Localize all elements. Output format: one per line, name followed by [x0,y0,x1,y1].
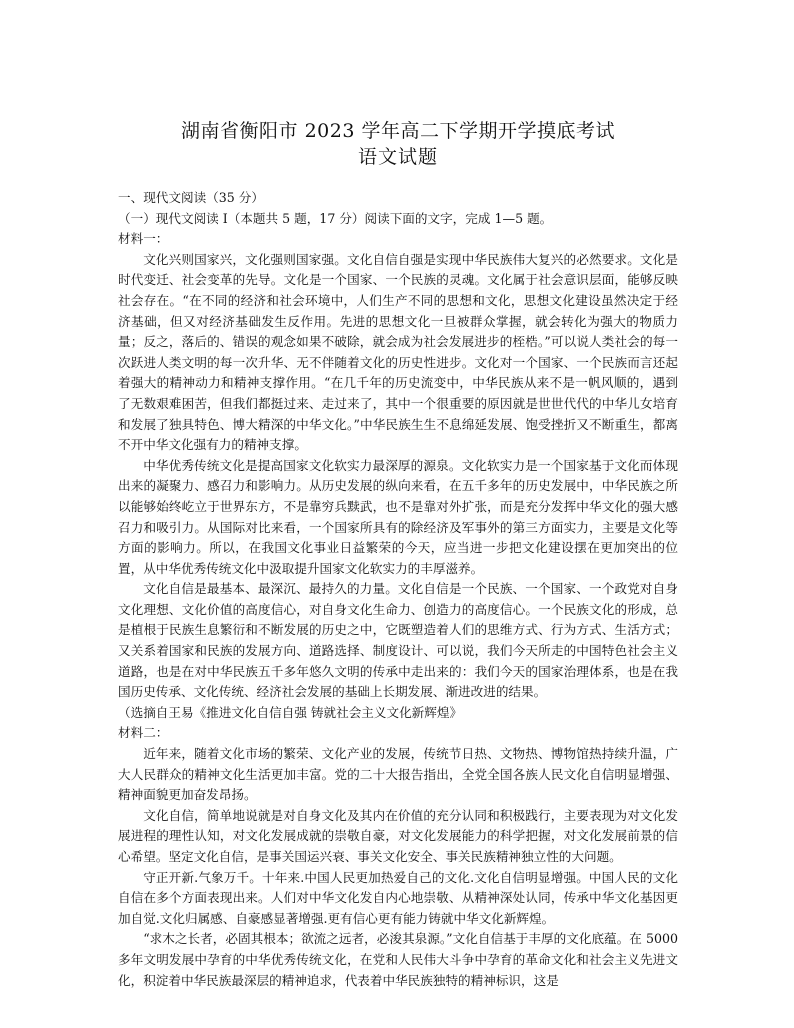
material-two-paragraph-4: “求木之长者，必固其根本；欲流之远者，必浚其泉源。”文化自信基于丰厚的文化底蕴。在 5000 多年文明发展中孕育的中华优秀传统文化，在党和人民伟大斗争中孕育的革命文化和社会主义先进文化，积淀着中华民族最深层的精神追求，代表着中华民族独特的精神标识，这是 [118,931,678,988]
material-one-paragraph-1: 文化兴则国家兴，文化强则国家强。文化自信自强是实现中华民族伟大复兴的必然要求。文化是时代变迁、社会变革的先导。文化是一个国家、一个民族的灵魂。文化属于社会意识层面，能够反映社会存在。“在不同的经济和社会环境中，人们生产不同的思想和文化，思想文化建设虽然决定于经济基础，但又对经济基础发生反作用。先进的思想文化一旦被群众掌握，就会转化为强大的物质力量；反之，落后的、错误的观念如果不破除，就会成为社会发展进步的桎梏。”可以说人类社会的每一次跃进人类文明的每一次升华、无不伴随着文化的历史性进步。文化对一个国家、一个民族而言还起着强大的精神动力和精神支撑作用。“在几千年的历史流变中，中华民族从来不是一帆风顺的，遇到了无数艰难困苦，但我们都挺过来、走过来了，其中一个很重要的原因就是世世代代的中华儿女培育和发展了独具特色、博大精深的中华文化。”中华民族生生不息绵延发展、饱受挫折又不断重生，都离不开中华文化强有力的精神支撑。 [118,251,678,453]
material-two-paragraph-2: 文化自信，简单地说就是对自身文化及其内在价值的充分认同和积极践行，主要表现为对文化发展进程的理性认知，对文化发展成就的崇敬自豪，对文化发展能力的科学把握，对文化发展前景的信心希望。坚定文化自信，是事关国运兴衰、事关文化安全、事关民族精神独立性的大问题。 [118,807,678,864]
material-one-paragraph-3: 文化自信是最基本、最深沉、最持久的力量。文化自信是一个民族、一个国家、一个政党对自身文化理想、文化价值的高度信心，对自身文化生命力、创造力的高度信心。一个民族文化的形成，总是植根于民族生息繁衍和不断发展的历史之中，它既塑造着人们的思维方式、行为方式、生活方式；又关系着国家和民族的发展方向、道路选择、制度设计、可以说，我们今天所走的中国特色社会主义道路，也是在对中华民族五千多年悠久文明的传承中走出来的：我们今天的国家治理体系，也是在我国历史传承、文化传统、经济社会发展的基础上长期发展、渐进改进的结果。 [118,581,678,700]
material-one-paragraph-2: 中华优秀传统文化是提高国家文化软实力最深厚的源泉。文化软实力是一个国家基于文化而体现出来的凝聚力、感召力和影响力。从历史发展的纵向来看，在五千多年的历史发展中，中华民族之所以能够始终屹立于世界东方，不是靠穷兵黩武，也不是靠对外扩张，而是充分发挥中华文化的强大感召力和吸引力。从国际对比来看，一个国家所具有的除经济及军事外的第三方面实力，主要是文化等方面的影响力。所以，在我国文化事业日益繁荣的今天，应当进一步把文化建设摆在更加突出的位置，从中华优秀传统文化中汲取提升国家文化软实力的丰厚滋养。 [118,457,678,576]
material-two-label: 材料二： [118,725,169,741]
material-one-source: （选摘自王易《推进文化自信自强 铸就社会主义文化新辉煌》 [118,704,463,720]
material-two-paragraph-3: 守正开新.气象万千。十年来.中国人民更加热爱自己的文化.文化自信明显增强。中国人民的文化自信在多个方面表现出来。人们对中华文化发自内心地崇敬、从精神深处认同，传承中华文化基因更加自觉.文化归属感、自豪感显著增强.更有信心更有能力铸就中华文化新辉煌。 [118,869,678,926]
material-two-paragraph-1: 近年来，随着文化市场的繁荣、文化产业的发展，传统节日热、文物热、博物馆热持续升温，广大人民群众的精神文化生活更加丰富。党的二十大报告指出，全党全国各族人民文化自信明显增强、精神面貌更加奋发昂扬。 [118,746,678,803]
section-heading: 一、现代文阅读（35 分） [118,190,264,205]
exam-subtitle: 语文试题 [357,146,438,168]
subsection-heading: （一）现代文阅读 I（本题共 5 题，17 分）阅读下面的文字，完成 1—5 题。 [118,210,553,226]
exam-title: 湖南省衡阳市 2023 学年高二下学期开学摸底考试 [181,120,615,142]
material-one-label: 材料一： [118,231,169,247]
